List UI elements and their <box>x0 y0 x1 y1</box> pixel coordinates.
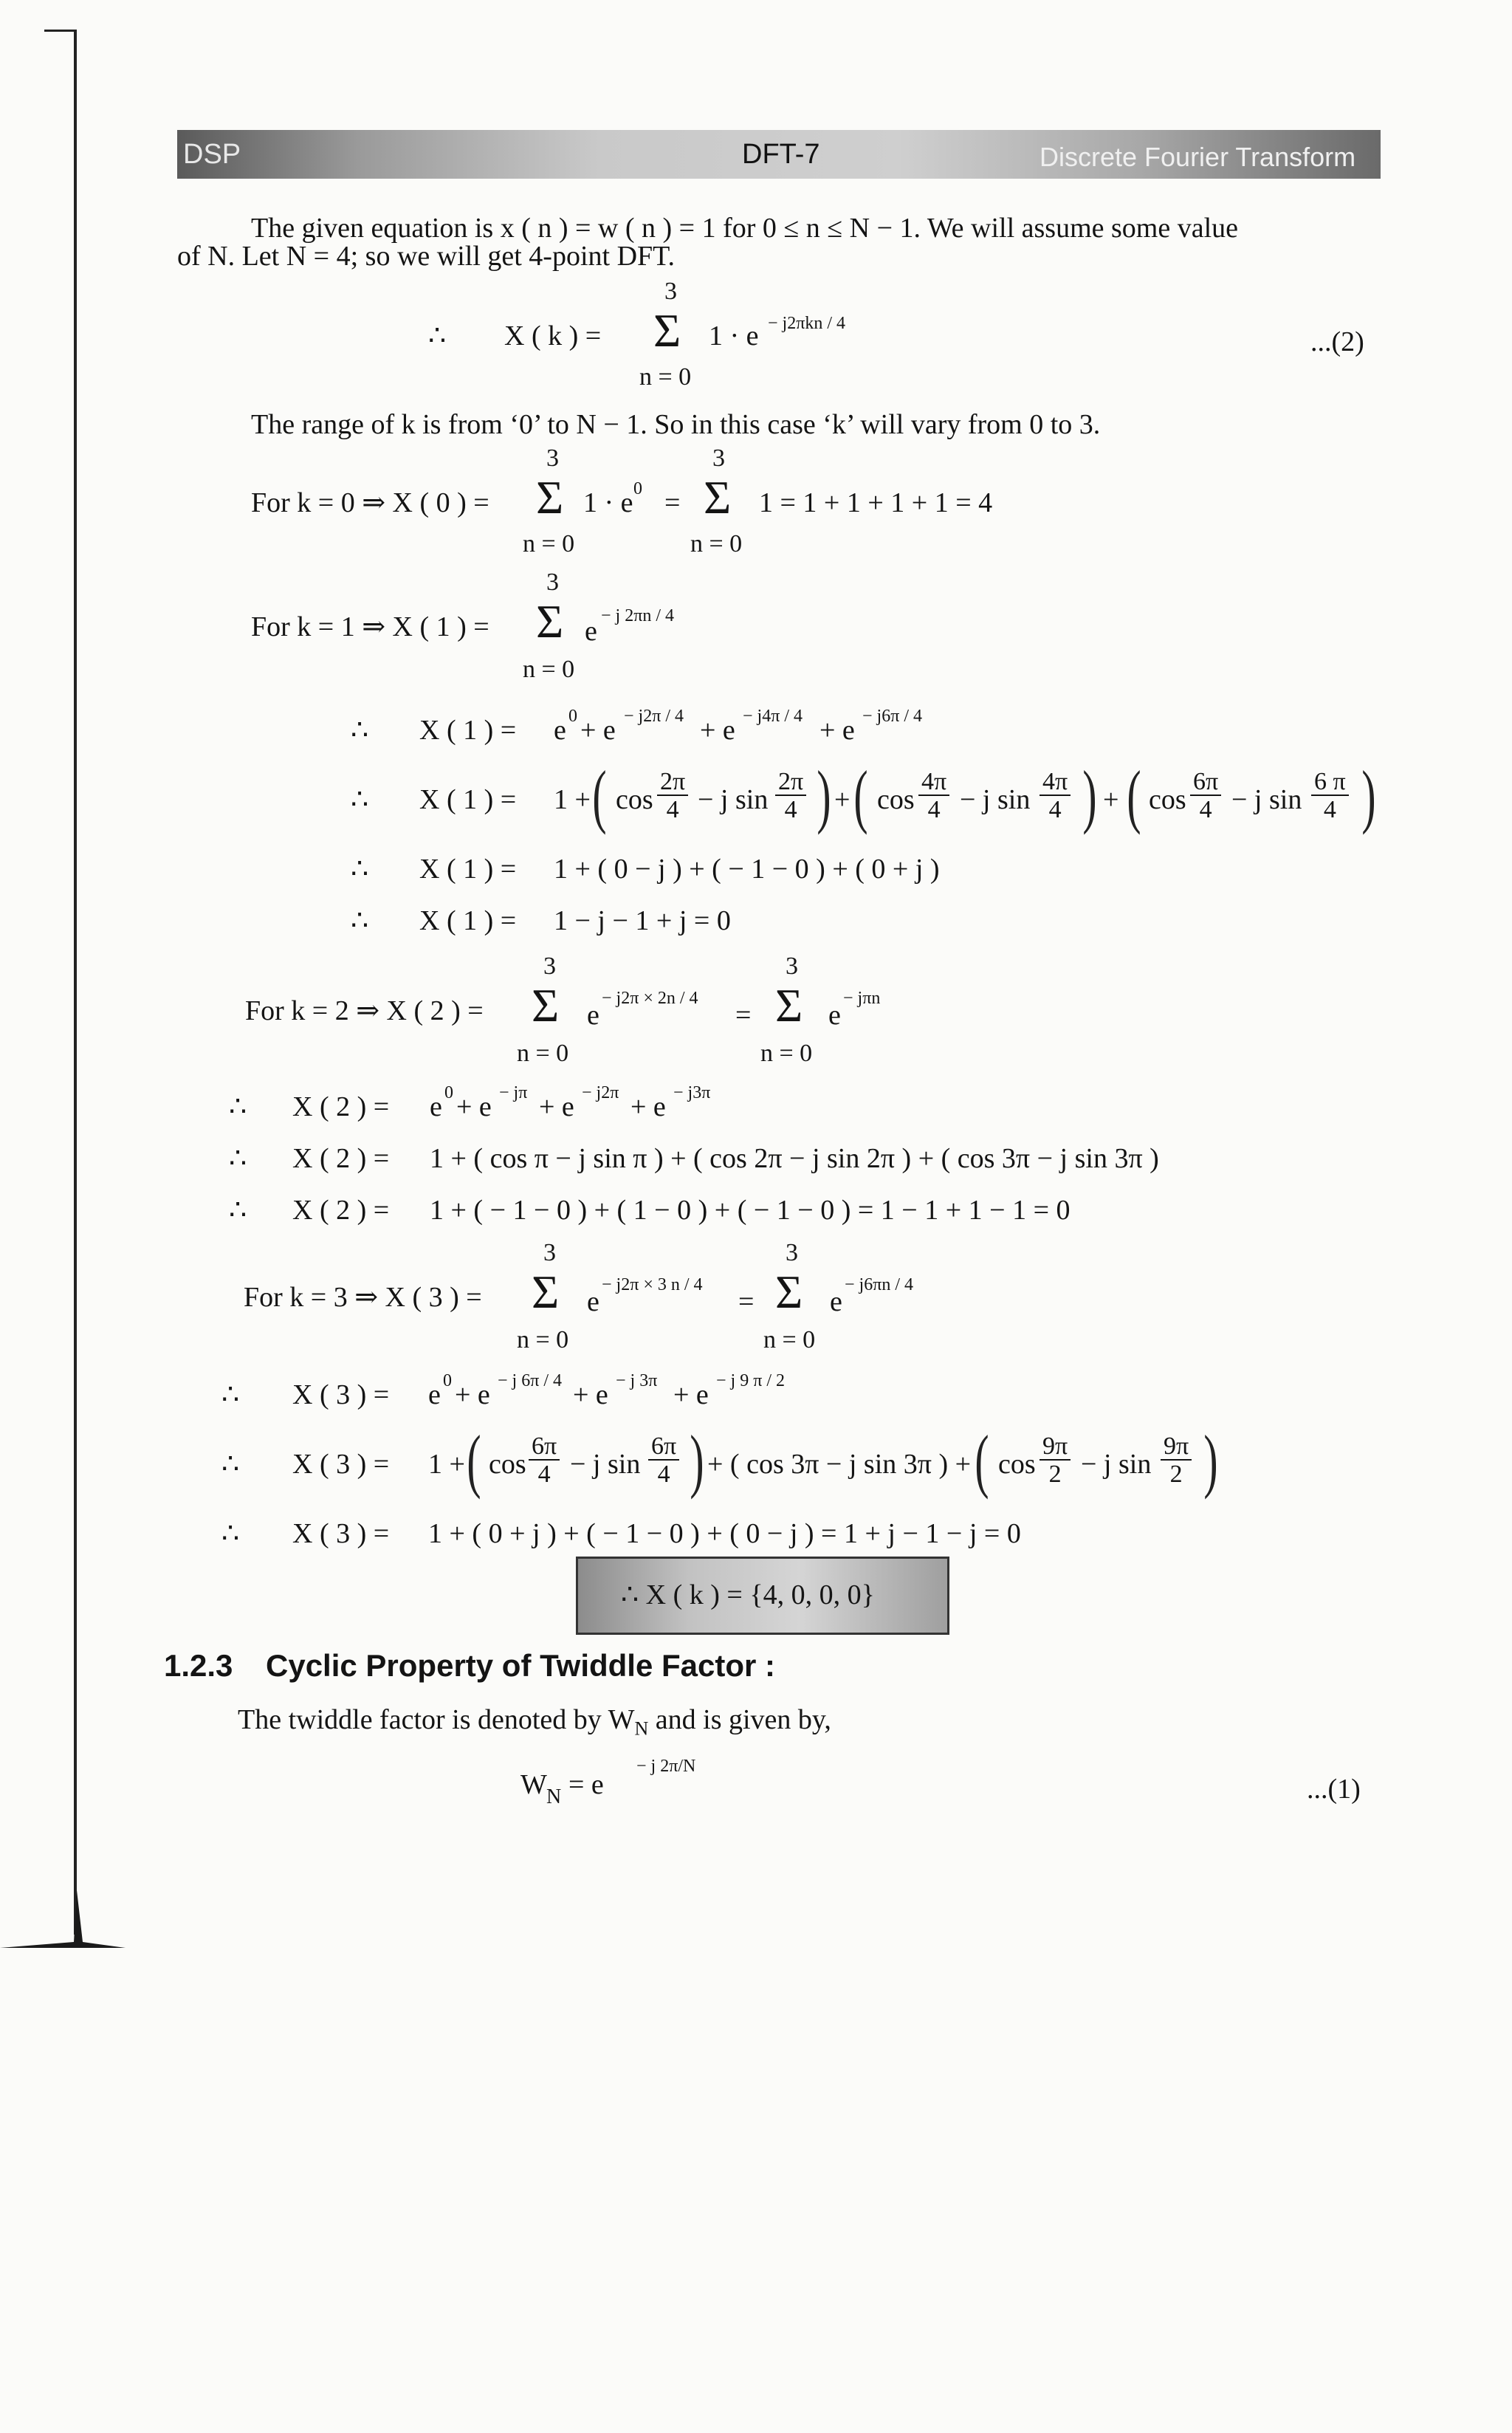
k3-term: e <box>587 1286 599 1317</box>
k3-lower-2: n = 0 <box>763 1326 816 1353</box>
k1-l2-paren-open-1: ( <box>592 756 607 835</box>
k3-l2-lhs: X ( 3 ) = <box>292 1449 390 1480</box>
eq2-term: 1 · e <box>709 320 759 351</box>
k2-l1-lhs: X ( 2 ) = <box>292 1091 390 1122</box>
k3-l1-e3: − j 3π <box>616 1371 658 1390</box>
k1-l1-t3: + e <box>700 715 735 746</box>
k1-lead: For k = 1 ⇒ X ( 1 ) = <box>251 611 489 642</box>
range-text: The range of k is from ‘0’ to N − 1. So in this case ‘k’ will vary from 0 to 3. <box>251 409 1101 440</box>
k3-l2-frac-2: $\frac{6\pi}{4}$ <box>648 1434 679 1487</box>
k1-l2-paren-close-1: ) <box>817 756 831 835</box>
twiddle-eq-number: ...(1) <box>1307 1774 1361 1805</box>
k2-sigma-2: Σ <box>775 979 803 1032</box>
k1-l2-paren-open-3: ( <box>1127 756 1141 835</box>
k2-l1-e3: − j2π <box>582 1083 619 1102</box>
k2-term: e <box>587 1000 599 1031</box>
k3-l2-frac-3: $\frac{9\pi}{2}$ <box>1040 1434 1071 1487</box>
k2-l2-lhs: X ( 2 ) = <box>292 1143 390 1174</box>
k2-l1-t1: e <box>430 1091 442 1122</box>
eq2-lower-limit: n = 0 <box>639 363 692 391</box>
k1-l2-frac-6: $\frac{6 \pi}{4}$ <box>1311 769 1349 823</box>
k1-l2-jsin-1: − j sin <box>698 784 769 815</box>
k3-l2-frac-4: $\frac{9\pi}{2}$ <box>1161 1434 1192 1487</box>
k0-term2: 1 = 1 + 1 + 1 + 1 = 4 <box>759 487 993 518</box>
k1-l3-lhs: X ( 1 ) = <box>419 854 517 885</box>
k0-lower: n = 0 <box>523 530 575 557</box>
twiddle-intro: The twiddle factor is denoted by $W_N$ and is given by, <box>238 1704 831 1740</box>
k2-l1-t4: + e <box>630 1091 666 1122</box>
k2-l1-t2: + e <box>456 1091 492 1122</box>
twiddle-exponent: − j 2π/N <box>636 1757 696 1776</box>
k2-l3-rhs: 1 + ( − 1 − 0 ) + ( 1 − 0 ) + ( − 1 − 0 ) = 1 − 1 + 1 − 1 = 0 <box>430 1195 1071 1226</box>
k3-l3-therefore: ∴ <box>221 1518 240 1549</box>
k1-l2-plus-1: + <box>834 784 850 815</box>
k2-term2-exp: − jπn <box>843 989 881 1008</box>
k3-l1-e2: − j 6π / 4 <box>498 1371 562 1390</box>
k1-l1-e4: − j6π / 4 <box>862 707 922 726</box>
k1-l2-cos-2: cos <box>877 784 915 815</box>
eq2-lhs: X ( k ) = <box>504 320 602 351</box>
k3-l2-paren-close-1: ) <box>690 1421 704 1500</box>
result-box <box>576 1557 949 1635</box>
k3-l2-frac-1: $\frac{6\pi}{4}$ <box>529 1434 560 1487</box>
k2-l1-e2: − jπ <box>499 1083 528 1102</box>
k1-l1-t4: + e <box>819 715 855 746</box>
k2-lower: n = 0 <box>517 1040 569 1067</box>
k3-l1-t4: + e <box>673 1379 709 1410</box>
k3-term-exp: − j2π × 3 n / 4 <box>602 1275 703 1294</box>
k1-l2-frac-1: $\frac{2\pi}{4}$ <box>657 769 688 823</box>
k3-l1-lhs: X ( 3 ) = <box>292 1379 390 1410</box>
k1-l4-therefore: ∴ <box>351 905 369 936</box>
k3-l2-paren-open-2: ( <box>975 1421 989 1500</box>
k1-l1-e3: − j4π / 4 <box>743 707 803 726</box>
section-number: 1.2.3 <box>164 1648 233 1683</box>
k1-l2-frac-2: $\frac{2\pi}{4}$ <box>775 769 806 823</box>
eq2-sigma: Σ <box>653 304 681 357</box>
k3-l2-cos-1: cos <box>489 1449 526 1480</box>
header-center-text: DFT-7 <box>742 139 820 170</box>
k1-lower: n = 0 <box>523 656 575 683</box>
k3-l1-t1: e <box>428 1379 441 1410</box>
k2-term-exp: − j2π × 2n / 4 <box>602 989 698 1008</box>
intro-line-2: of N. Let N = 4; so we will get 4-point DFT. <box>177 241 676 272</box>
k3-sigma-2: Σ <box>775 1266 803 1318</box>
k1-l1-lhs: X ( 1 ) = <box>419 715 517 746</box>
k3-l2-middle: + ( cos 3π − j sin 3π ) + <box>707 1449 972 1480</box>
eq2-number: ...(2) <box>1310 326 1364 357</box>
intro-line-1: The given equation is x ( n ) = w ( n ) = 1 for 0 ≤ n ≤ N − 1. We will assume some value <box>251 213 1238 244</box>
k3-lead: For k = 3 ⇒ X ( 3 ) = <box>244 1282 482 1313</box>
twiddle-w: W <box>520 1769 547 1800</box>
k1-l2-lhs: X ( 1 ) = <box>419 784 517 815</box>
k3-upper-2: 3 <box>786 1239 798 1266</box>
twiddle-eq-mid: = e <box>568 1769 604 1800</box>
k1-l2-paren-close-2: ) <box>1082 756 1097 835</box>
result-text: ∴ X ( k ) = {4, 0, 0, 0} <box>621 1579 875 1610</box>
k1-l2-one: 1 + <box>554 784 591 815</box>
k3-l2-paren-open-1: ( <box>467 1421 481 1500</box>
k2-l3-therefore: ∴ <box>229 1195 247 1226</box>
k1-l4-rhs: 1 − j − 1 + j = 0 <box>554 905 731 936</box>
binding-edge-tick <box>44 30 77 32</box>
k3-l1-e4: − j 9 π / 2 <box>716 1371 785 1390</box>
k3-lower: n = 0 <box>517 1326 569 1353</box>
k3-l3-rhs: 1 + ( 0 + j ) + ( − 1 − 0 ) + ( 0 − j ) = 1 + j − 1 − j = 0 <box>428 1518 1021 1549</box>
eq2-therefore: ∴ <box>428 320 447 351</box>
k1-l1-e2: − j2π / 4 <box>624 707 684 726</box>
k2-eq: = <box>735 1000 752 1031</box>
k2-sigma: Σ <box>532 979 560 1032</box>
k0-sigma-2: Σ <box>704 471 732 524</box>
k3-upper: 3 <box>543 1239 556 1266</box>
k3-l1-t3: + e <box>573 1379 608 1410</box>
k3-l2-jsin-2: − j sin <box>1081 1449 1152 1480</box>
k2-term2: e <box>828 1000 841 1031</box>
k2-l1-e4: − j3π <box>673 1083 711 1102</box>
k0-sigma: Σ <box>536 471 564 524</box>
k0-lead: For k = 0 ⇒ X ( 0 ) = <box>251 487 489 518</box>
k1-l3-rhs: 1 + ( 0 − j ) + ( − 1 − 0 ) + ( 0 + j ) <box>554 854 940 885</box>
k0-lower-2: n = 0 <box>690 530 743 557</box>
k2-l2-rhs: 1 + ( cos π − j sin π ) + ( cos 2π − j sin 2π ) + ( cos 3π − j sin 3π ) <box>430 1143 1159 1174</box>
binding-spine-shadow <box>0 1890 126 1949</box>
k0-term1-exp: 0 <box>633 479 642 498</box>
k3-term2: e <box>830 1286 842 1317</box>
k2-l1-t3: + e <box>539 1091 574 1122</box>
k1-l2-jsin-2: − j sin <box>960 784 1031 815</box>
k3-eq: = <box>738 1286 755 1317</box>
k2-l1-e1: 0 <box>444 1083 453 1102</box>
k3-l2-one: 1 + <box>428 1449 465 1480</box>
k3-l1-e1: 0 <box>443 1371 452 1390</box>
k3-l2-cos-2: cos <box>998 1449 1036 1480</box>
k3-sigma: Σ <box>532 1266 560 1318</box>
k2-lower-2: n = 0 <box>760 1040 813 1067</box>
header-right-text: Discrete Fourier Transform <box>1040 142 1356 172</box>
k1-term-exp: − j 2πn / 4 <box>601 606 674 625</box>
k1-l1-e1: 0 <box>568 707 577 726</box>
k3-l2-jsin-1: − j sin <box>570 1449 641 1480</box>
header-left-text: DSP <box>183 139 241 170</box>
k1-l2-cos-1: cos <box>616 784 653 815</box>
binding-edge-line <box>74 30 77 1935</box>
k1-l2-frac-4: $\frac{4\pi}{4}$ <box>1040 769 1071 823</box>
k1-l1-therefore: ∴ <box>351 715 369 746</box>
k1-l1-t2: + e <box>580 715 616 746</box>
k3-l2-paren-close-2: ) <box>1203 1421 1218 1500</box>
k3-term2-exp: − j6πn / 4 <box>845 1275 913 1294</box>
k1-l2-plus-2: + <box>1103 784 1119 815</box>
k0-term1: 1 · e <box>583 487 633 518</box>
k2-l2-therefore: ∴ <box>229 1143 247 1174</box>
k0-upper-2: 3 <box>712 445 725 472</box>
k0-upper: 3 <box>546 445 559 472</box>
k3-l1-therefore: ∴ <box>221 1379 240 1410</box>
k1-l2-paren-open-2: ( <box>853 756 868 835</box>
k2-l1-therefore: ∴ <box>229 1091 247 1122</box>
k3-l2-therefore: ∴ <box>221 1449 240 1480</box>
eq2-upper-limit: 3 <box>664 278 677 305</box>
k2-lead: For k = 2 ⇒ X ( 2 ) = <box>245 995 484 1026</box>
k1-term: e <box>585 616 597 647</box>
k2-upper: 3 <box>543 953 556 980</box>
k1-l2-jsin-3: − j sin <box>1231 784 1302 815</box>
k1-l2-cos-3: cos <box>1149 784 1186 815</box>
k1-l4-lhs: X ( 1 ) = <box>419 905 517 936</box>
k3-l3-lhs: X ( 3 ) = <box>292 1518 390 1549</box>
k1-upper: 3 <box>546 569 559 596</box>
section-title: Cyclic Property of Twiddle Factor : <box>266 1648 776 1683</box>
k1-sigma: Σ <box>536 595 564 648</box>
k1-l2-frac-3: $\frac{4\pi}{4}$ <box>918 769 949 823</box>
k1-l2-therefore: ∴ <box>351 784 369 815</box>
k1-l3-therefore: ∴ <box>351 854 369 885</box>
k3-l1-t2: + e <box>455 1379 490 1410</box>
k1-l1-t1: e <box>554 715 566 746</box>
k2-l3-lhs: X ( 2 ) = <box>292 1195 390 1226</box>
k1-l2-paren-close-3: ) <box>1361 756 1376 835</box>
k2-upper-2: 3 <box>786 953 798 980</box>
eq2-exponent: − j2πkn / 4 <box>768 314 845 333</box>
running-header <box>177 130 1381 179</box>
twiddle-w-sub: N <box>546 1785 562 1808</box>
k0-eq: = <box>664 487 681 518</box>
k1-l2-frac-5: $\frac{6\pi}{4}$ <box>1190 769 1221 823</box>
